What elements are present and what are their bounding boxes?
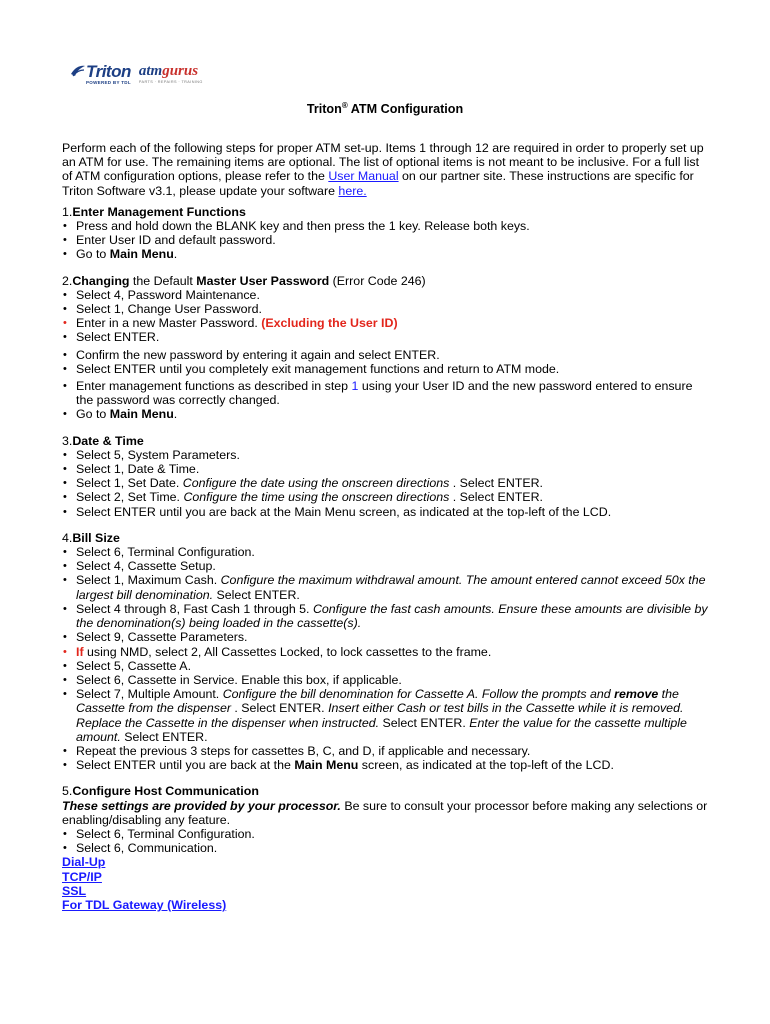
document-body: [62, 141, 712, 924]
list-item: • Select 6, Terminal Configuration.: [62, 545, 712, 559]
list-item: • Select 9, Cassette Parameters.: [62, 630, 712, 644]
section-management-functions: [62, 205, 712, 262]
list-item: • Enter User ID and default password.: [62, 233, 712, 247]
atm-wordmark: atm: [138, 62, 163, 79]
list-item: • Go to Main Menu.: [62, 247, 712, 261]
list-item: • Select 1, Change User Password.: [62, 302, 712, 316]
list-item: • Repeat the previous 3 steps for cassettes B, C, and D, if applicable and necessary.: [62, 744, 712, 758]
list-item: • Select 1, Set Date. Configure the date using the onscreen directions . Select ENTER.: [62, 476, 712, 490]
list-item: • Select 6, Terminal Configuration.: [62, 827, 712, 841]
section-heading: 2.Changing the Default Master User Password (Error Code 246): [62, 273, 426, 288]
list-item: • Select 6, Cassette in Service. Enable this box, if applicable.: [62, 673, 712, 687]
ssl-link[interactable]: SSL: [62, 883, 87, 898]
section-host-communication: [62, 784, 712, 912]
list-item: • Enter in a new Master Password. (Excluding the User ID): [62, 316, 712, 330]
step-reference[interactable]: 1: [351, 379, 359, 394]
intro-paragraph: Perform each of the following steps for proper ATM set-up. Items 1 through 12 are required in order to properly set up an ATM for use. The remaining items are optional. The list of optional items is not meant to be inclusive. For a full list of ATM configuration options, please refer to the User Manual on our partner site. These instructions are specific for Triton Software v3.1, please update your software here.: [62, 141, 704, 198]
processor-note: These settings are provided by your processor. Be sure to consult your processor before making any selections or enabling/disabling any feature.: [62, 798, 708, 827]
list-item: • Select 4, Password Maintenance.: [62, 288, 712, 302]
section-heading: 1.Enter Management Functions: [62, 204, 246, 219]
list-item: • Select 1, Maximum Cash. Configure the maximum withdrawal amount. The amount entered cannot exceed 50x the largest bill denomination. Select ENTER.: [62, 573, 712, 601]
step-list: [62, 545, 712, 772]
list-item: • Select 6, Communication.: [62, 841, 712, 855]
section-heading: 3.Date & Time: [62, 433, 144, 448]
logo: [70, 57, 224, 90]
user-manual-link[interactable]: User Manual: [328, 169, 399, 184]
step-list: [62, 288, 712, 422]
step-list: [62, 827, 712, 855]
list-item: • Select 2, Set Time. Configure the time using the onscreen directions . Select ENTER.: [62, 490, 712, 504]
list-item: • Select 5, Cassette A.: [62, 659, 712, 673]
list-item: • If using NMD, select 2, All Cassettes Locked, to lock cassettes to the frame.: [62, 645, 712, 659]
triton-swoosh-icon: [70, 64, 86, 78]
step-list: [62, 219, 712, 262]
list-item: • Select ENTER until you are back at the Main Menu screen, as indicated at the top-left of the LCD.: [62, 505, 712, 519]
section-heading: 5.Configure Host Communication: [62, 784, 259, 799]
section-date-time: [62, 434, 712, 519]
triton-logo: [70, 63, 131, 85]
section-bill-size: [62, 531, 712, 772]
step-list: [62, 448, 712, 519]
list-item: • Go to Main Menu.: [62, 407, 712, 421]
warning-text: If: [76, 644, 84, 659]
list-item: • Select 4, Cassette Setup.: [62, 559, 712, 573]
atmgurus-logo: [139, 64, 203, 84]
list-item: • Press and hold down the BLANK key and then press the 1 key. Release both keys.: [62, 219, 712, 233]
list-item: • Select ENTER until you completely exit management functions and return to ATM mode.: [62, 362, 712, 376]
page-title: Triton® ATM Configuration: [306, 101, 464, 117]
list-item: • Select ENTER.: [62, 330, 712, 344]
communication-links: [62, 855, 712, 912]
list-item: • Select 1, Date & Time.: [62, 462, 712, 476]
list-item: • Select 4 through 8, Fast Cash 1 through 5. Configure the fast cash amounts. Ensure these amounts are divisible by the denomination(s) being loaded in the cassette(s).: [62, 602, 712, 630]
gurus-wordmark: gurus: [162, 62, 199, 79]
list-item: • Confirm the new password by entering it again and select ENTER.: [62, 348, 712, 362]
list-item: • Enter management functions as described in step 1 using your User ID and the new password entered to ensure the password was correctly changed.: [62, 379, 712, 407]
section-heading: 4.Bill Size: [62, 530, 120, 545]
triton-wordmark: Triton: [86, 61, 131, 81]
software-update-link[interactable]: here.: [338, 183, 367, 198]
tdl-gateway-link[interactable]: For TDL Gateway (Wireless): [62, 897, 227, 912]
dial-up-link[interactable]: Dial-Up: [62, 855, 106, 870]
warning-text: (Excluding the User ID): [261, 316, 398, 331]
list-item: • Select 7, Multiple Amount. Configure the bill denomination for Cassette A. Follow the prompts and remove the Cassette from the dispenser . Select ENTER. Insert either Cash or test bills in the Cassette while it is removed. Replace the Cassette in the dispenser when instructed. Select ENTER. Enter the value for the cassette multiple amount. Select ENTER.: [62, 687, 712, 744]
list-item: • Select 5, System Parameters.: [62, 448, 712, 462]
logo-tagline: PARTS · REPAIRS · TRAINING: [138, 79, 203, 84]
tcp-ip-link[interactable]: TCP/IP: [62, 869, 102, 884]
powered-by-text: POWERED BY TDL: [86, 79, 131, 85]
section-master-password: [62, 274, 712, 422]
list-item: • Select ENTER until you are back at the Main Menu screen, as indicated at the top-left of the LCD.: [62, 758, 712, 772]
